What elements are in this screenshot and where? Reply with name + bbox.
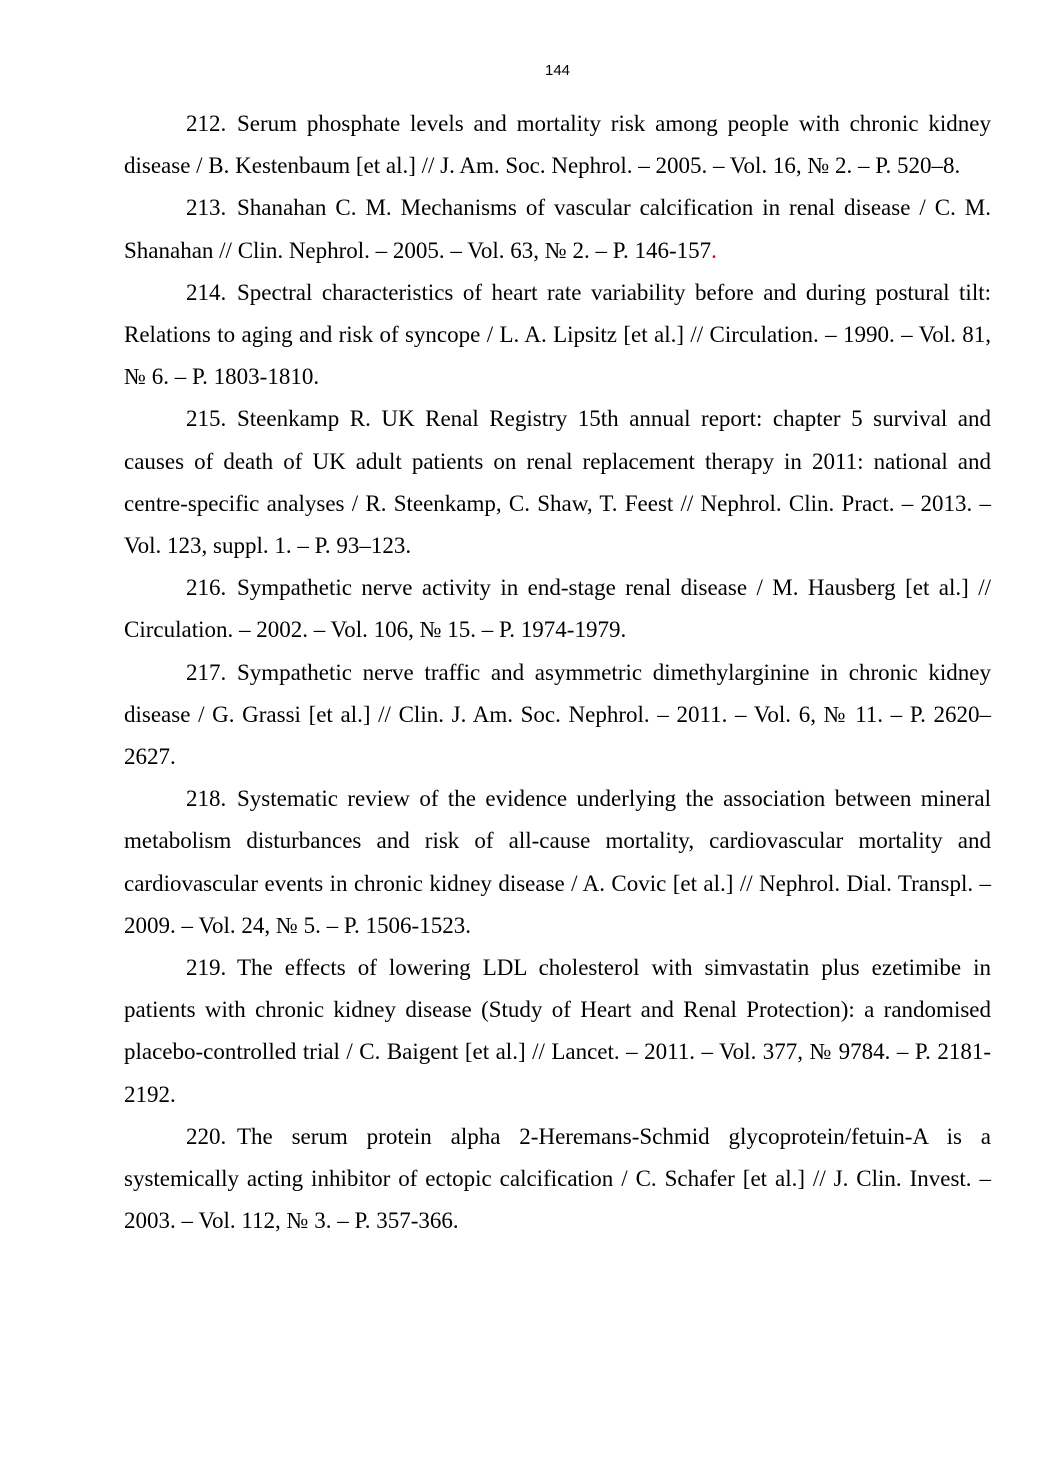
reference-number: 218.	[186, 786, 227, 812]
reference-text: Sympathetic nerve activity in end-stage renal disease / M. Hausberg [et al.] // Circulation. – 2002. – Vol. 106, № 15. – P. 1974-1979.	[124, 575, 991, 643]
reference-item	[124, 1116, 991, 1243]
reference-number: 213.	[186, 195, 227, 221]
reference-item	[124, 778, 991, 947]
reference-text: The effects of lowering LDL cholesterol with simvastatin plus ezetimibe in patients with chronic kidney disease (Study of Heart and Renal Protection): a randomised placebo-controlled trial / C. Baigent [et al.] // Lancet. – 2011. – Vol. 377, № 9784. – P. 2181-2192.	[124, 955, 991, 1107]
reference-text: Systematic review of the evidence underlying the association between mineral metabolism disturbances and risk of all-cause mortality, cardiovascular mortality and cardiovascular events in chronic kidney disease / A. Covic [et al.] // Nephrol. Dial. Transpl. – 2009. – Vol. 24, № 5. – P. 1506-1523.	[124, 786, 991, 938]
page-number: 144	[544, 62, 571, 79]
reference-text: Serum phosphate levels and mortality risk among people with chronic kidney disease / B. Kestenbaum [et al.] // J. Am. Soc. Nephrol. – 2005. – Vol. 16, № 2. – P. 520–8.	[124, 111, 991, 179]
reference-item	[124, 398, 991, 567]
reference-number: 217.	[186, 659, 227, 685]
reference-number: 215.	[186, 406, 227, 432]
reference-number: 219.	[186, 955, 227, 981]
reference-item	[124, 947, 991, 1116]
reference-text: Sympathetic nerve traffic and asymmetric dimethylarginine in chronic kidney disease / G. Grassi [et al.] // Clin. J. Am. Soc. Nephrol. – 2011. – Vol. 6, № 11. – P. 2620–2627.	[124, 659, 991, 770]
reference-item	[124, 187, 991, 271]
reference-text: Shanahan C. M. Mechanisms of vascular calcification in renal disease / C. M. Shanahan // Clin. Nephrol. – 2005. – Vol. 63, № 2. – P. 146-157	[124, 195, 991, 263]
reference-number: 212.	[186, 111, 227, 136]
reference-item	[124, 652, 991, 779]
reference-number: 220.	[186, 1123, 227, 1149]
reference-item	[124, 103, 991, 187]
reference-number: 216.	[186, 575, 227, 601]
reference-number: 214.	[186, 279, 227, 305]
reference-trailing-period: .	[711, 237, 717, 263]
reference-list	[124, 103, 991, 1242]
reference-text: The serum protein alpha 2-Heremans-Schmid glycoprotein/fetuin-A is a systemically acting inhibitor of ectopic calcification / C. Schafer [et al.] // J. Clin. Invest. – 2003. – Vol. 112, № 3. – P. 357-366.	[124, 1123, 991, 1234]
reference-item	[124, 272, 991, 399]
reference-text: Steenkamp R. UK Renal Registry 15th annual report: chapter 5 survival and causes of death of UK adult patients on renal replacement therapy in 2011: national and centre-specific analyses / R. Steenkamp, C. Shaw, T. Feest // Nephrol. Clin. Pract. – 2013. – Vol. 123, suppl. 1. – P. 93–123.	[124, 406, 991, 559]
reference-text: Spectral characteristics of heart rate variability before and during postural tilt: Relations to aging and risk of syncope / L. A. Lipsitz [et al.] // Circulation. – 1990. – Vol. 81, № 6. – P. 1803-1810.	[124, 279, 991, 390]
reference-item	[124, 567, 991, 651]
